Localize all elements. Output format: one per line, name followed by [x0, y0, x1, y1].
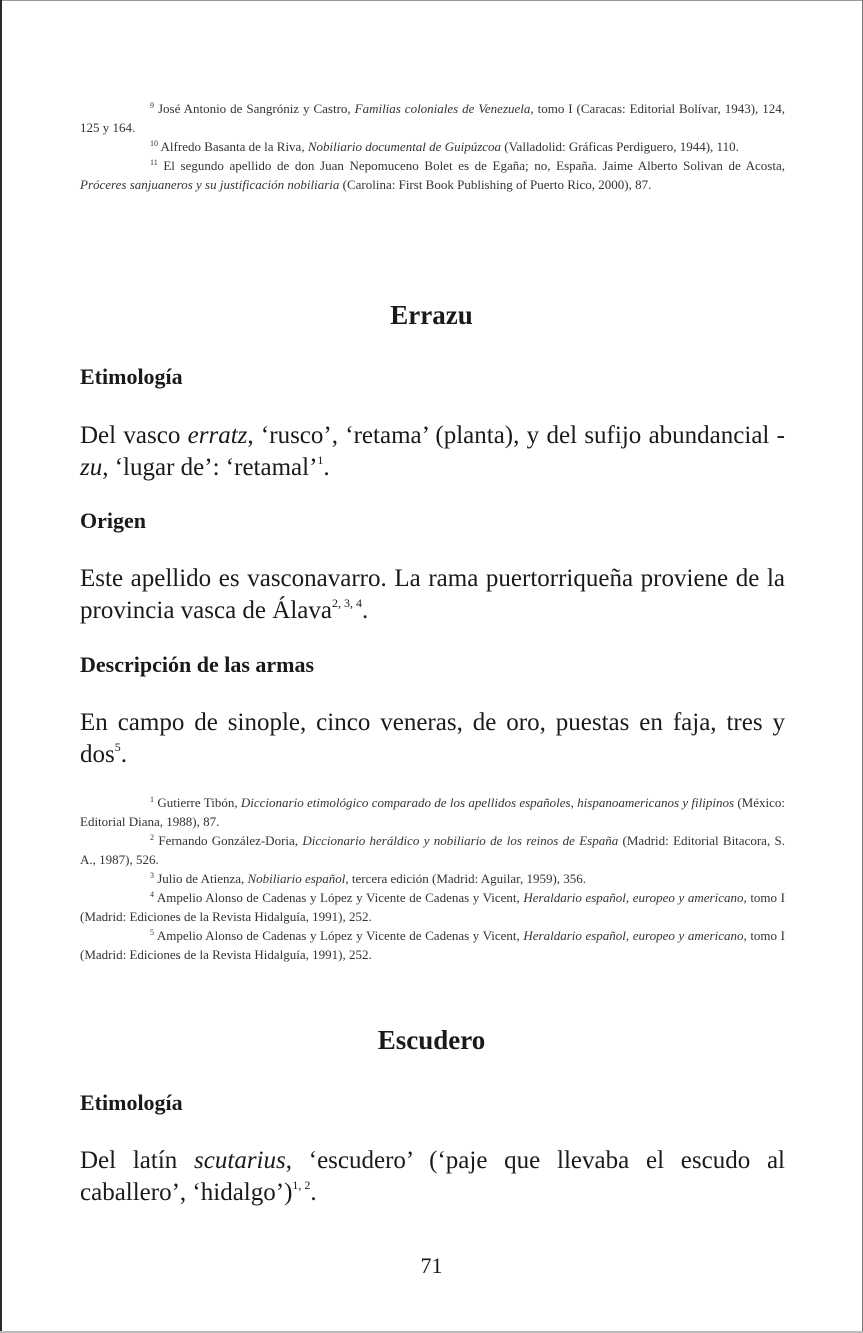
- errazu-footnotes: [80, 793, 785, 964]
- errazu-origen-text: Este apellido es vasconavarro. La rama puertorriqueña proviene de la provincia vasca de Álava$^{2, 3, 4}$.: [80, 565, 785, 624]
- entry-title-escudero: Escudero: [377, 1025, 486, 1055]
- footnote-9: $^9$ José Antonio de Sangróniz y Castro, Familias coloniales de Venezuela, tomo I (Caracas: Editorial Bolívar, 1943), 124, 125 y 164.: [80, 101, 785, 135]
- footnote-3: $^3$ Julio de Atienza, Nobiliario español, tercera edición (Madrid: Aguilar, 1959), 356.: [150, 871, 587, 886]
- top-footnotes: [80, 99, 785, 194]
- page-edge-left: [0, 0, 2, 1333]
- footnote-1: $^1$ Gutierre Tibón, Diccionario etimológico comparado de los apellidos españoles, hispanoamericanos y filipinos (México: Editorial Diana, 1988), 87.: [80, 795, 786, 829]
- footnote-2: $^2$ Fernando González-Doria, Diccionario heráldico y nobiliario de los reinos de España (Madrid: Editorial Bitacora, S. A., 1987), 526.: [80, 833, 786, 867]
- escudero-etimologia-text: Del latín scutarius, ‘escudero’ (‘paje que llevaba el escudo al caballero’, ‘hidalgo’)$^{1, 2}$.: [80, 1147, 785, 1206]
- section-heading-etimologia-escudero: Etimología: [80, 1090, 183, 1115]
- page-edge-top: [0, 0, 863, 1]
- section-heading-armas: Descripción de las armas: [80, 652, 315, 677]
- footnote-10: $^{10}$ Alfredo Basanta de la Riva, Nobiliario documental de Guipúzcoa (Valladolid: Gráficas Perdiguero, 1944), 110.: [150, 139, 739, 154]
- entry-title-errazu: Errazu: [390, 300, 473, 330]
- section-heading-etimologia: Etimología: [80, 364, 183, 389]
- footnote-5: $^5$ Ampelio Alonso de Cadenas y López y Vicente de Cadenas y Vicent, Heraldario español, europeo y americano, tomo I (Madrid: Ediciones de la Revista Hidalguía, 1991), 252.: [80, 928, 785, 962]
- errazu-armas-text: En campo de sinople, cinco veneras, de oro, puestas en faja, tres y dos$^5$.: [80, 709, 785, 768]
- footnote-4: $^4$ Ampelio Alonso de Cadenas y López y Vicente de Cadenas y Vicent, Heraldario español, europeo y americano, tomo I (Madrid: Ediciones de la Revista Hidalguía, 1991), 252.: [80, 890, 785, 924]
- footnote-11: $^{11}$ El segundo apellido de don Juan Nepomuceno Bolet es de Egaña; no, España. Jaime Alberto Solivan de Acosta, Próceres sanjuaneros y su justificación nobiliaria (Carolina: First Book Publishing of Puerto Rico, 2000), 87.: [80, 158, 786, 192]
- errazu-etimologia-text: Del vasco erratz, ‘rusco’, ‘retama’ (planta), y del sufijo abundancial -zu, ‘lugar de’: ‘retamal’$^1$.: [80, 422, 785, 481]
- page-number: 71: [420, 1253, 443, 1278]
- section-heading-origen: Origen: [80, 508, 146, 533]
